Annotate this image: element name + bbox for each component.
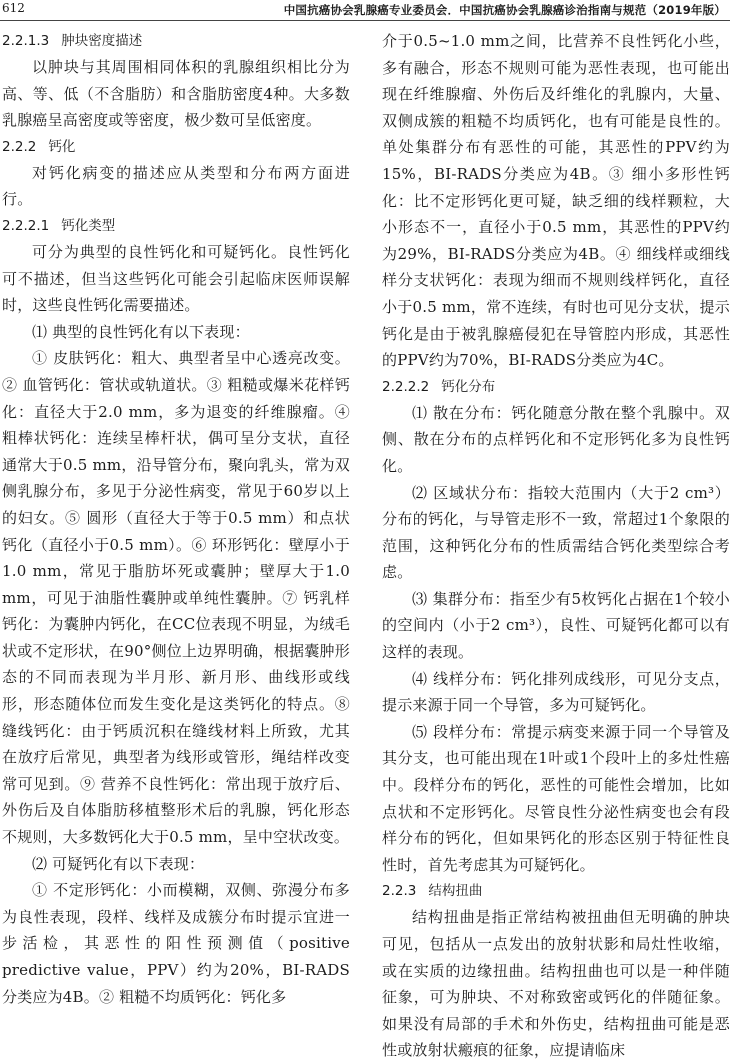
section-number: 2.2.2.1 xyxy=(2,217,50,234)
paragraph-suspicious-list-start: ① 不定形钙化：小而模糊，双侧、弥漫分布多为良性表现，段样、线样及成簇分布时提示宜进一步活检，其恶性的阳性预测值（positive predictive value，PPV）约为20%，BI-RADS分类应为4B。② 粗糙不均质钙化：钙化多 xyxy=(2,881,350,1006)
section-heading-2-2-1-3 xyxy=(2,28,350,54)
section-heading-2-2-2-1 xyxy=(2,213,350,239)
paragraph-calcification-intro: 对钙化病变的描述应从类型和分布两方面进行。 xyxy=(2,163,350,209)
running-title: 中国抗癌协会乳腺癌专业委员会．中国抗癌协会乳腺癌诊治指南与规范（2019年版） xyxy=(283,3,726,17)
section-number: 2.2.2 xyxy=(2,138,37,155)
page-number: 612 xyxy=(2,1,25,15)
section-title: 肿块密度描述 xyxy=(61,33,143,49)
paragraph-distribution-segmental: ⑸ 段样分布：常提示病变来源于同一个导管及其分支，也可能出现在1叶或1个段叶上的多灶性癌中。段样分布的钙化，恶性的可能性会增加，比如点状和不定形钙化。尽管良性分泌性病变也会有段样分布的钙化，但如果钙化的形态区别于特征性良性时，首先考虑其为可疑钙化。 xyxy=(382,722,730,874)
paragraph-density: 以肿块与其周围相同体积的乳腺组织相比分为高、等、低（不含脂肪）和含脂肪密度4种。大多数乳腺癌呈高密度或等密度，极少数可呈低密度。 xyxy=(2,58,350,130)
paragraph-benign-list: ① 皮肤钙化：粗大、典型者呈中心透亮改变。② 血管钙化：管状或轨道状。③ 粗糙或爆米花样钙化：直径大于2.0 mm，多为退变的纤维腺瘤。④ 粗棒状钙化：连续呈棒杆状，偶可呈分支状，直径通常大于0.5 mm，沿导管分布，聚向乳头，常为双侧乳腺分布，多见于分泌性病变，常见于60岁以上的妇女。⑤ 圆形（直径大于等于0.5 mm）和点状钙化（直径小于0.5 mm）。⑥ 环形钙化：壁厚小于1.0 mm，常见于脂肪坏死或囊肿；壁厚大于1.0 mm，可见于油脂性囊肿或单纯性囊肿。⑦ 钙乳样钙化：为囊肿内钙化，在CC位表现不明显，为绒毛状或不定形状，在90°侧位上边界明确，根据囊肿形态的不同而表现为半月形、新月形、曲线形或线形，形态随体位而发生变化是这类钙化的特点。⑧ 缝线钙化：由于钙质沉积在缝线材料上所致，尤其在放疗后常见，典型者为线形或管形，绳结样改变常可见到。⑨ 营养不良性钙化：常出现于放疗后、外伤后及自体脂肪移植整形术后的乳腺，钙化形态不规则，大多数钙化大于0.5 mm，呈中空状改变。 xyxy=(2,349,350,847)
left-column xyxy=(2,28,350,1046)
section-number: 2.2.3 xyxy=(382,883,417,900)
paragraph-distribution-linear: ⑷ 线样分布：钙化排列成线形，可见分支点，提示来源于同一个导管，多为可疑钙化。 xyxy=(382,669,730,715)
section-title: 钙化分布 xyxy=(441,378,496,395)
paragraph-architectural-distortion: 结构扭曲是指正常结构被扭曲但无明确的肿块可见，包括从一点发出的放射状影和局灶性收缩，或在实质的边缘扭曲。结构扭曲也可以是一种伴随征象，可为肿块、不对称致密或钙化的伴随征象。如果没有局部的手术和外伤史，结构扭曲可能是恶性或放射状瘢痕的征象，应提请临床 xyxy=(382,908,730,1060)
section-number: 2.2.1.3 xyxy=(2,33,50,49)
section-number: 2.2.2.2 xyxy=(382,378,430,395)
paragraph-benign-heading: ⑴ 典型的良性钙化有以下表现： xyxy=(32,322,250,341)
paragraph-types-intro: 可分为典型的良性钙化和可疑钙化。良性钙化可不描述，但当这些钙化可能会引起临床医师误解时，这些良性钙化需要描述。 xyxy=(2,242,350,315)
paragraph-suspicious-list-cont: 介于0.5~1.0 mm之间，比营养不良性钙化小些，多有融合，形态不规则可能为恶性表现，也可能出现在纤维腺瘤、外伤后及纤维化的乳腺内，大量、双侧成簇的粗糙不均质钙化，也有可能是良性的。单处集群分布有恶性的可能，其恶性的PPV约为15%，BI-RADS分类应为4B。③ 细小多形性钙化：比不定形钙化更可疑，缺乏细的线样颗粒，大小形态不一，直径小于0.5 mm，其恶性的PPV约为29%，BI-RADS分类应为4B。④ 细线样或细线样分支状钙化：表现为细而不规则线样钙化，直径小于0.5 mm，常不连续，有时也可见分支状，提示钙化是由于被乳腺癌侵犯在导管腔内形成，其恶性的PPV约为70%，BI-RADS分类应为4C。 xyxy=(382,32,730,370)
section-heading-2-2-3 xyxy=(382,878,730,904)
section-heading-2-2-2 xyxy=(2,134,350,160)
paragraph-distribution-grouped: ⑶ 集群分布：指至少有5枚钙化占据在1个较小的空间内（小于2 cm³），良性、可疑钙化都可以有这样的表现。 xyxy=(382,589,730,662)
section-heading-2-2-2-2 xyxy=(382,374,730,400)
paragraph-suspicious-heading: ⑵ 可疑钙化有以下表现： xyxy=(32,854,205,873)
paragraph-distribution-scattered: ⑴ 散在分布：钙化随意分散在整个乳腺中。双侧、散在分布的点样钙化和不定形钙化多为良性钙化。 xyxy=(382,403,730,475)
paragraph-distribution-regional: ⑵ 区域状分布：指较大范围内（大于2 cm³）分布的钙化，与导管走形不一致，常超过1个象限的范围，这种钙化分布的性质需结合钙化类型综合考虑。 xyxy=(382,483,730,582)
running-header xyxy=(0,0,730,21)
section-title: 钙化 xyxy=(48,138,76,155)
section-title: 结构扭曲 xyxy=(428,883,483,900)
right-column xyxy=(382,28,730,1060)
section-title: 钙化类型 xyxy=(61,217,116,234)
